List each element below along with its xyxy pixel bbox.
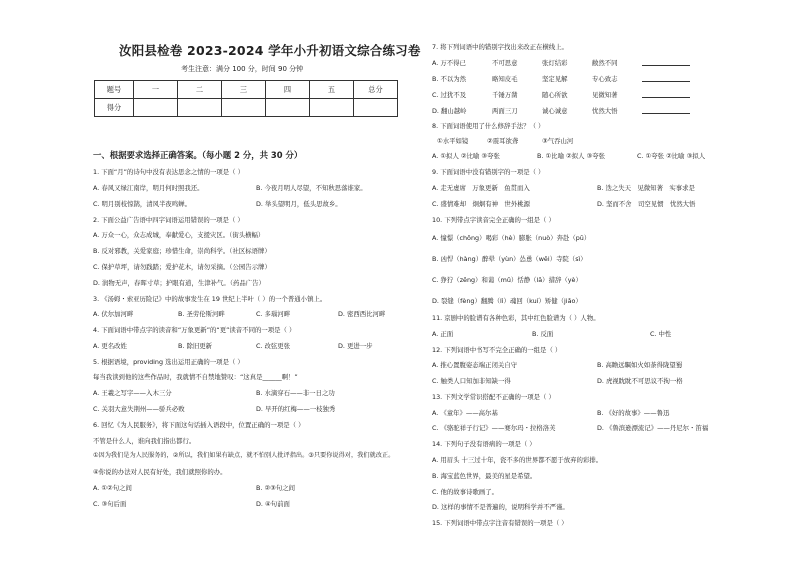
answer-blank[interactable] <box>642 107 690 114</box>
section-heading: 一、根据要求选择正确答案。（每小题 2 分，共 30 分） <box>93 150 303 160</box>
option-line: C. 保护草坪，请勿践踏；爱护花木，请勿采摘。（公园告示牌） <box>93 263 271 271</box>
question-stem: 每当我读到他的这些作品时，我就情不自禁地赞叹：“这真是______啊！” <box>93 373 298 381</box>
score-header-cell: 二 <box>178 81 222 99</box>
score-cell[interactable] <box>222 99 266 117</box>
option-line: B. 今夜月明人尽望，不知秋思落谁家。 <box>256 184 367 192</box>
option-line: A. 憧憬（chōng）喝彩（hè）膨胀（nuò）奔赴（pū） <box>432 234 591 242</box>
option-line: A. 正面 <box>432 330 454 338</box>
option-line: A. ①②句之间 <box>93 484 132 492</box>
option-line: B. 高瞻远瞩如火如荼得陇望蜀 <box>597 361 683 369</box>
score-header-cell: 五 <box>310 81 354 99</box>
word-item: 两面三刀 <box>492 107 518 115</box>
option-line: B. 水滴穿石——非一日之功 <box>256 389 335 397</box>
option-line: D. 坚而不舍 司空见惯 忧然大悟 <box>597 200 696 208</box>
word-item: 随心所欲 <box>542 91 568 99</box>
word-item: 专心致志 <box>592 75 618 83</box>
score-table <box>94 80 398 117</box>
question-line: 10. 下列带点字读音完全正确的一组是（ ） <box>432 216 555 224</box>
option-line: B. 不以为然 <box>432 75 467 83</box>
word-item: ③气吞山河 <box>542 137 574 145</box>
question-line: 8. 下面词语使用了什么修辞手法？（ ） <box>432 122 545 130</box>
option-line: C. 明月别枝惊鹊，清风半夜鸣蝉。 <box>93 200 191 208</box>
option-line: D. 虎视眈眈不可思议不拘一格 <box>597 377 683 385</box>
option-line: A. 伏尔加河畔 <box>93 310 134 318</box>
option-line: A. 万众一心，众志成城，奉献爱心，支援灾区。（街头横幅） <box>93 231 265 239</box>
word-item: 坚定见解 <box>542 75 568 83</box>
option-line: C. ①夸张 ②比喻 ③拟人 <box>637 152 706 160</box>
question-line: 12. 下列词语中书写不完全正确的一组是（ ） <box>432 346 562 354</box>
score-cell[interactable] <box>134 99 178 117</box>
option-line: C. 他的故事诗歌画了。 <box>432 488 499 496</box>
question-stem: 不管是什么人，谁向我们指出都行。 <box>93 437 196 445</box>
score-cell[interactable] <box>266 99 310 117</box>
option-line: D. 润物无声，春晖寸草；护眼有道，生津补气。（药品广告） <box>93 279 265 287</box>
option-line: D. 密西西比河畔 <box>338 310 386 318</box>
option-line: A. 更名改姓 <box>93 342 127 350</box>
word-item: ①水平如镜 <box>437 137 469 145</box>
option-line: B. 海宝蓝色世界，最美的星是希望。 <box>432 472 537 480</box>
score-cell[interactable] <box>354 99 398 117</box>
option-line: B. 迭之失天 见微知著 实事求是 <box>597 184 695 192</box>
option-line: B. 凶悍（hàng）醉晕（yùn）怂恿（wěi）寺院（sì） <box>432 255 587 263</box>
exam-notice: 考生注意：满分 100 分，时间 90 分钟 <box>181 65 304 73</box>
option-line: C. 《骆驼祥子行记》——赛尔玛・拉格洛芙 <box>432 424 556 432</box>
score-header-cell: 一 <box>134 81 178 99</box>
option-line: C. 盛情难却 炯炯有神 世外桃源 <box>432 200 530 208</box>
option-line: B. 除旧更新 <box>178 342 213 350</box>
option-line: B. ①比喻 ②拟人 ③夸张 <box>537 152 606 160</box>
score-cell[interactable] <box>178 99 222 117</box>
option-line: C. 过犹不及 <box>432 91 467 99</box>
question-line: 1. 下面“月”的诗句中没有表达思念之情的一项是（ ） <box>93 168 244 176</box>
option-line: C. 多瑙河畔 <box>256 310 291 318</box>
question-line: 7. 将下列词语中的错别字找出来改正在横线上。 <box>432 43 568 51</box>
question-line: 2. 下面公益广告语中四字词语运用错误的一项是（ ） <box>93 216 244 224</box>
option-line: D. 《鲁滨逊漂流记》——丹尼尔・笛福 <box>597 424 709 432</box>
option-line: C. 狰狞（zēng）和蔼（mǔ）恬静（lā）措辞（yè） <box>432 276 582 284</box>
word-item: 忧然大悟 <box>592 107 618 115</box>
option-line: A. ①拟人 ②比喻 ③夸张 <box>432 152 500 160</box>
question-stem: ④你说的办法对人民有好处，我们就照你的办。 <box>93 468 227 476</box>
option-line: A. 春风又绿江南岸，明月何时照我还。 <box>93 184 204 192</box>
option-line: D. 这样的事情不是普遍的，说明科学并不严谨。 <box>432 503 569 511</box>
question-line: 5. 根据语境，providing 选出运用正确的一项是（ ） <box>93 358 244 366</box>
question-line: 3. 《汤姆・索亚历险记》中的故事发生在 19 世纪上半叶（ ）的一个普通小镇上。 <box>93 295 327 303</box>
score-header-cell: 四 <box>266 81 310 99</box>
score-table-score-row <box>95 99 398 117</box>
question-line: 11. 京剧中的脸谱有各种色彩，其中红色脸谱为（ ）人物。 <box>432 314 600 322</box>
question-line: 9. 下面词语中没有错别字的一项是（ ） <box>432 168 545 176</box>
option-line: A. 用眉头 十三过十年，瓷不多的世界都不愿于放弃的彩排。 <box>432 456 603 464</box>
option-line: B. 反对邪教，关爱家庭；珍惜生命，崇尚科学。（社区标语牌） <box>93 247 271 255</box>
answer-blank[interactable] <box>642 75 690 82</box>
question-line: 13. 下列文学常识搭配不正确的一项是（ ） <box>432 393 555 401</box>
score-row-label: 得分 <box>95 99 134 117</box>
option-line: A. 万不得已 <box>432 59 466 67</box>
score-cell[interactable] <box>310 99 354 117</box>
word-item: 略知皮毛 <box>492 75 518 83</box>
option-line: B. 圣劳伦斯河畔 <box>178 310 225 318</box>
score-header-cell: 三 <box>222 81 266 99</box>
option-line: D. ④句前面 <box>256 500 290 508</box>
word-item: 见微知著 <box>592 91 618 99</box>
option-line: A. 《童年》——高尔基 <box>432 409 498 417</box>
option-line: B. 《好的故事》——鲁迅 <box>597 409 670 417</box>
question-line: 15. 下列词语中带点字注音有错误的一项是（ ） <box>432 519 568 527</box>
question-line: 14. 下列句子没有语病的一项是（ ） <box>432 440 536 448</box>
option-line: A. 推心置腹姿态端正闭关自守 <box>432 361 518 369</box>
word-item: 敝然不同 <box>592 59 618 67</box>
answer-blank[interactable] <box>642 91 690 98</box>
option-line: C. 改弦更张 <box>256 342 291 350</box>
word-item: 诚心诚意 <box>542 107 568 115</box>
word-item: 张灯结彩 <box>542 59 568 67</box>
question-stem: ①因为我们是为人民服务的，②所以，我们如果有缺点，就不怕别人批评指出。③只要你说得对，我们就改正。 <box>93 452 395 459</box>
word-item: ②震耳欲聋 <box>487 137 519 145</box>
option-line: C. ③句后面 <box>93 500 127 508</box>
word-item: 千锤万凿 <box>492 91 518 99</box>
option-line: D. 更进一步 <box>338 342 373 350</box>
option-line: B. 反面 <box>532 330 554 338</box>
option-line: D. 翻山越岭 <box>432 107 467 115</box>
word-item: 不可思意 <box>492 59 518 67</box>
score-header-cell: 题号 <box>95 81 134 99</box>
option-line: A. 走无虚席 万象更新 鱼贯而入 <box>432 184 530 192</box>
page-title: 汝阳县检卷 2023-2024 学年小升初语文综合练习卷 <box>119 43 421 58</box>
option-line: D. 早开的红梅——一枝独秀 <box>256 405 336 413</box>
option-line: D. 裂缝（fèng）翻腾（lì）魂回（kuí）矫健（jiǎo） <box>432 297 582 305</box>
answer-blank[interactable] <box>642 59 690 66</box>
option-line: C. 触类人口知加非知缺一得 <box>432 377 511 385</box>
option-line: D. 举头望明月，低头思故乡。 <box>256 200 342 208</box>
option-line: A. 王羲之写字——入木三分 <box>93 389 172 397</box>
question-line: 4. 下面词语中带点字的读音和“万象更新”的“更”读音不同的一项是（ ） <box>93 326 296 334</box>
option-line: C. 中性 <box>650 330 672 338</box>
option-line: C. 关羽大意失荆州——骄兵必败 <box>93 405 185 413</box>
option-line: B. ②③句之间 <box>256 484 296 492</box>
score-header-cell: 总分 <box>354 81 398 99</box>
question-line: 6. 回忆《为人民服务》，将下面这句话插入语段中，位置正确的一项是（ ） <box>93 421 305 429</box>
score-table-header-row <box>95 81 398 99</box>
